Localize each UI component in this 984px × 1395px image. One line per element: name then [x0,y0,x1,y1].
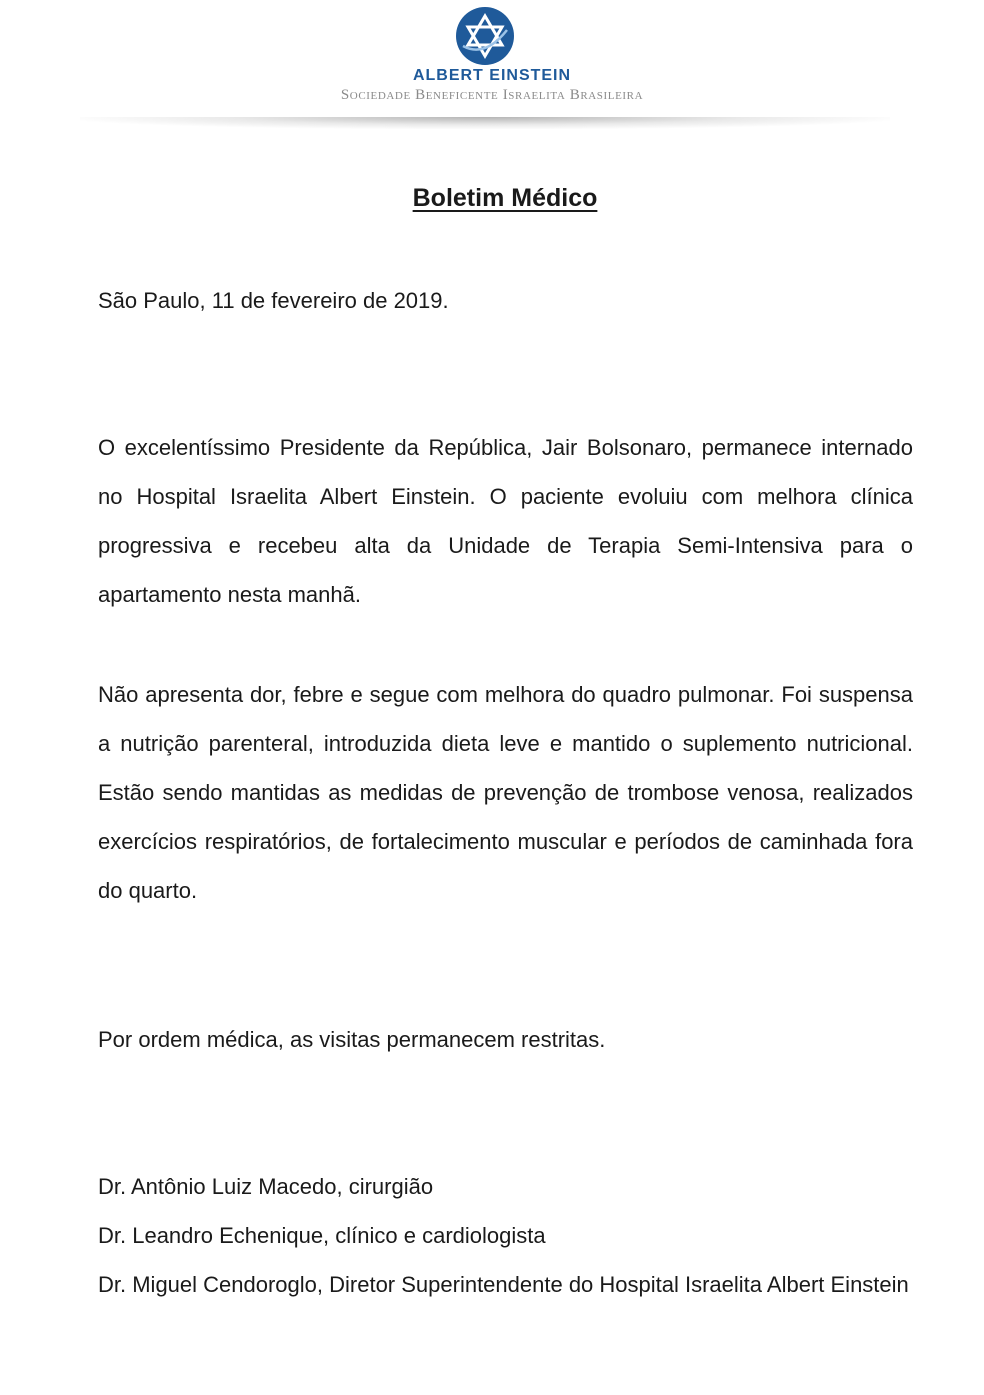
paragraph-status: O excelentíssimo Presidente da República, Jair Bolsonaro, permanece internado no Hospital Israelita Albert Einstein. O paciente evoluiu com melhora clínica progressiva e recebeu alta da Unidade de Terapia Semi-Intensiva para o apartamento nesta manhã. [98,435,913,607]
date-line: São Paulo, 11 de fevereiro de 2019. [98,288,449,313]
document-title: Boletim Médico [412,184,598,212]
letterhead [0,0,984,140]
signatory: Dr. Miguel Cendoroglo, Diretor Superintendente do Hospital Israelita Albert Einstein [98,1272,909,1297]
signatory: Dr. Leandro Echenique, clínico e cardiologista [98,1223,546,1248]
organization-subtitle: Sociedade Beneficente Israelita Brasileira [340,87,644,103]
paragraph-clinical: Não apresenta dor, febre e segue com melhora do quadro pulmonar. Foi suspensa a nutrição parenteral, introduzida dieta leve e mantido o suplemento nutricional. Estão sendo mantidas as medidas de prevenção de trombose venosa, realizados exercícios respiratórios, de fortalecimento muscular e períodos de caminhada fora do quarto. [98,682,913,903]
paragraph-visits: Por ordem médica, as visitas permanecem restritas. [98,1027,606,1052]
signatory: Dr. Antônio Luiz Macedo, cirurgião [98,1174,434,1199]
star-of-david-globe-icon [455,6,515,66]
organization-name: ALBERT EINSTEIN [412,67,572,84]
signatories [98,1162,913,1309]
header-divider [80,117,890,129]
